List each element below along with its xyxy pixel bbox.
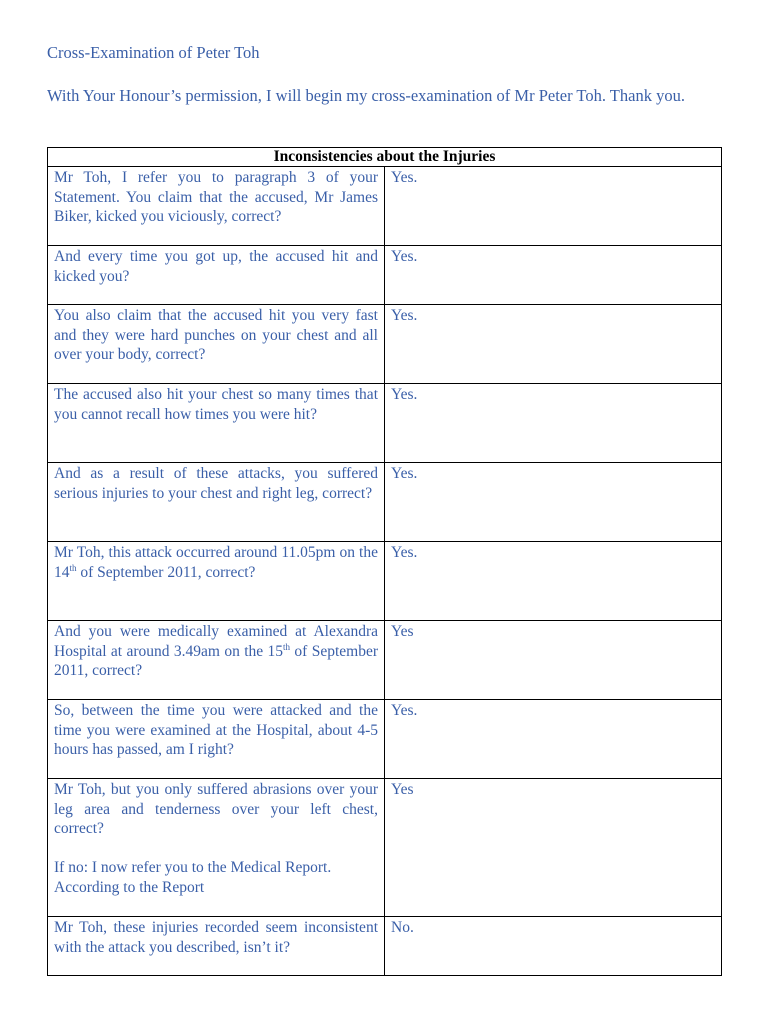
question-text: Mr Toh, this attack occurred around 11.05pm on the 14 — [54, 544, 378, 581]
question-text: of September 2011, correct? — [76, 563, 256, 581]
answer-cell: Yes — [385, 621, 722, 700]
answer-cell: Yes. — [385, 384, 722, 463]
answer-cell: Yes. — [385, 246, 722, 305]
question-cell: So, between the time you were attacked and the time you were examined at the Hospital, about 4-5 hours has passed, am I right? — [48, 700, 385, 779]
table-row — [48, 700, 722, 779]
cross-examination-table — [47, 147, 722, 976]
table-row — [48, 384, 722, 463]
table-row — [48, 305, 722, 384]
question-cell: Mr Toh, I refer you to paragraph 3 of your Statement. You claim that the accused, Mr James Biker, kicked you viciously, correct? — [48, 167, 385, 246]
table-row — [48, 463, 722, 542]
question-text: Mr Toh, but you only suffered abrasions over your leg area and tenderness over your left chest, correct? — [54, 781, 378, 837]
answer-cell: Yes. — [385, 700, 722, 779]
table-row — [48, 917, 722, 976]
document-title: Cross-Examination of Peter Toh — [47, 43, 260, 62]
question-cell — [48, 542, 385, 621]
answer-cell: No. — [385, 917, 722, 976]
question-cell — [48, 779, 385, 917]
question-cell: And as a result of these attacks, you suffered serious injuries to your chest and right leg, correct? — [48, 463, 385, 542]
table-row — [48, 542, 722, 621]
question-cell — [48, 621, 385, 700]
answer-cell: Yes — [385, 779, 722, 917]
answer-cell: Yes. — [385, 542, 722, 621]
answer-cell: Yes. — [385, 463, 722, 542]
question-cell: You also claim that the accused hit you very fast and they were hard punches on your chest and all over your body, correct? — [48, 305, 385, 384]
ordinal-suffix: th — [283, 641, 291, 652]
table-row — [48, 246, 722, 305]
answer-cell: Yes. — [385, 167, 722, 246]
table-row — [48, 167, 722, 246]
question-followup-text: If no: I now refer you to the Medical Report. According to the Report — [54, 859, 332, 896]
intro-paragraph: With Your Honour’s permission, I will begin my cross-examination of Mr Peter Toh. Thank you. — [47, 86, 685, 105]
question-cell: The accused also hit your chest so many times that you cannot recall how times you were hit? — [48, 384, 385, 463]
question-cell: And every time you got up, the accused hit and kicked you? — [48, 246, 385, 305]
ordinal-suffix: th — [69, 562, 77, 573]
table-row — [48, 779, 722, 917]
answer-cell: Yes. — [385, 305, 722, 384]
question-text: of September 2011, correct? — [54, 642, 378, 679]
table-row — [48, 621, 722, 700]
question-cell: Mr Toh, these injuries recorded seem inconsistent with the attack you described, isn’t it? — [48, 917, 385, 976]
table-header: Inconsistencies about the Injuries — [48, 148, 722, 167]
question-text: And you were medically examined at Alexandra Hospital at around 3.49am on the 15 — [54, 623, 378, 660]
table-header-row — [48, 148, 722, 167]
